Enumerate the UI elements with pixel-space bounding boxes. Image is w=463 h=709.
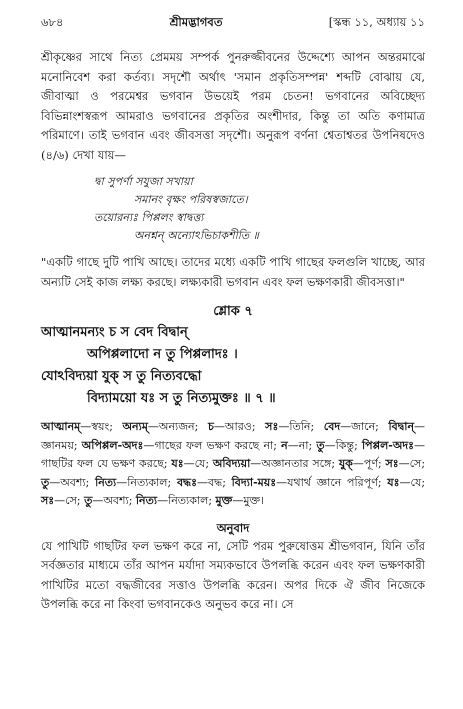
translation-title: অনুবাদ (216, 520, 250, 535)
synonym-word: যুক্ (338, 457, 353, 470)
verse-line: অনশ্নন্ অন্যোঽভিচাকশীতি ॥ (134, 229, 259, 242)
synonym-meaning: যে (194, 457, 206, 470)
synonym-meaning: জ্ঞানময় (41, 438, 74, 452)
sloka-line: যোঽবিদ্যয়া যুক্ স তু নিত্যবদ্ধো (41, 369, 202, 384)
synonym-meaning: অজ্ঞানতার সঙ্গে (261, 457, 332, 470)
synonym-meaning: কিন্তু (335, 438, 355, 452)
word-for-word-synonyms: আত্মানম্—স্বয়ং; অন্যম্—অন্যজন; চ—আরও; সঃ—তিনি; বেদ—জানে; বিদ্বান্—জ্ঞানময়; অপিপ্পল-অদঃ—গাছের ফল ভক্ষণ করছে না; ন—না; তু—কিন্তু; পিপ্পল-অদঃ—গাছটির ফল যে ভক্ষণ করছে; যঃ—যে; অবিদ্যয়া—অজ্ঞানতার সঙ্গে; যুক্—পূর্ণ; সঃ—সে; তু—অবশ্য; নিত্য—নিত্যকাল; বদ্ধঃ—বদ্ধ; বিদ্যা-ময়ঃ—যথার্থ জ্ঞানে পরিপূর্ণ; যঃ—যে; সঃ—সে; তু—অবশ্য; নিত্য—নিত্যকাল; মুক্ত—মুক্ত। (41, 420, 426, 507)
synonym-meaning: গাছটির ফল যে ভক্ষণ করছে (41, 457, 164, 470)
sloka-line: বিদ্যাময়ো যঃ স তু নিত্যমুক্তঃ ॥ ৭ ॥ (87, 391, 276, 406)
synonym-meaning: না (298, 438, 309, 452)
synonym-word: আত্মানম্ (41, 420, 81, 433)
synonym-word: নিত্য (135, 494, 158, 507)
synonym-meaning: সে (65, 494, 77, 507)
synonym-meaning: বদ্ধ (208, 475, 223, 489)
synonym-word: তু (316, 438, 325, 452)
synonym-word: তু (41, 475, 50, 489)
synonym-meaning: তিনি (289, 420, 311, 433)
translation-text: যে পাখিটি গাছটির ফল ভক্ষণ করে না, সেটি পরম পুরুষোত্তম শ্রীভগবান, যিনি তাঁর সর্বজ্ঞতার মাধ্যমে তাঁর আপন মর্যাদা সম্যকভাবে উপলব্ধি করেন এবং ফল ভক্ষণকারী পাখিটির মতো বদ্ধজীবের সত্তাও উপলব্ধি করেন। অপর দিকে ঐ জীব নিজেকে উপলব্ধি করে না কিংবা ভগবানকেও অনুভব করে না। সে (41, 538, 425, 611)
synonym-meaning: স্বয়ং (91, 420, 110, 433)
synonym-word: ন (281, 438, 288, 452)
chapter-reference: [স্কন্ধ ১১, অধ্যায় ১১ (328, 15, 425, 29)
page-number: ৬৮৪ (41, 15, 64, 29)
synonym-word: বিদ্যা-ময়ঃ (231, 475, 277, 489)
synonym-word: পিপ্পল-অদঃ (362, 438, 415, 452)
page-header (41, 14, 425, 34)
synonym-word: যঃ (171, 457, 184, 470)
book-title: শ্রীমদ্ভাগবত (169, 15, 223, 29)
synonym-meaning: পূর্ণ (363, 457, 378, 470)
synonym-word: অবিদ্যয়া (212, 457, 251, 470)
synonym-word: তু (84, 494, 93, 507)
sloka-text (41, 322, 425, 410)
synonym-word: সঃ (265, 420, 279, 433)
synonym-meaning: গাছের ফল ভক্ষণ করছে না (154, 438, 274, 452)
synonym-word: সঃ (41, 494, 55, 507)
synonym-word: বেদ (323, 420, 341, 433)
synonym-word: অপিপ্পল-অদঃ (81, 438, 144, 452)
synonym-word: যঃ (387, 475, 400, 489)
synonym-word: নিত্য (95, 475, 117, 489)
synonym-meaning: অন্যজন (158, 420, 195, 433)
verse-translation-quote: "একটি গাছে দুটি পাখি আছে। তাদের মধ্যে একটি পাখি গাছের ফলগুলি খাচ্ছে, আর অন্যটি সেই কাজ লক্ষ্য করছে। লক্ষ্যকারী ভগবান এবং ফল ভক্ষণকারী জীবসত্তা।" (41, 255, 425, 289)
sloka-title: শ্লোক ৭ (213, 304, 253, 319)
synonym-word: মুক্ত (215, 494, 233, 507)
sloka-line: আত্মানমন্যং চ স বেদ বিদ্বান্ (41, 325, 188, 340)
synonym-meaning: যে (410, 475, 422, 489)
synonym-meaning: মুক্ত। (243, 494, 265, 507)
synonym-meaning: জানে (351, 420, 376, 433)
synonym-word: অন্যম্ (122, 420, 148, 433)
synonym-meaning: নিত্যকাল (168, 494, 209, 507)
synonym-meaning: অবশ্য (103, 494, 129, 507)
verse-line: দ্বা সুপর্ণা সযুজা সখায়া (94, 175, 193, 188)
purport-paragraph: শ্রীকৃষ্ণের সাথে নিত্য প্রেমময় সম্পর্ক পুনরুজ্জীবনের উদ্দেশ্যে আপন অন্তরমাঝে মনোনিবেশ করা কর্তব্য। সদৃশৌ অর্থাৎ 'সমান প্রকৃতিসম্পন্ন' শব্দটি বোঝায় যে, জীবাত্মা ও পরমেশ্বর ভগবান উভয়েই পরম চেতন! ভগবানের অবিচ্ছেদ্য বিভিন্নাংশস্বরূপ আমরাও ভগবানের প্রকৃতির অংশীদার, কিন্তু তা অতি কণামাত্র পরিমাণে। তাই ভগবান এবং জীবসত্তা সদৃশৌ। অনুরূপ বর্ণনা শ্বেতাশ্বতর উপনিষদেও (৪/৬) দেখা যায়— (41, 50, 425, 162)
synonym-meaning: আরও (224, 420, 252, 433)
verse-line: তয়োরন্যঃ পিপ্পলং স্বাদ্বত্ত্য (94, 211, 204, 224)
synonym-word: চ (207, 420, 214, 433)
synonym-meaning: অবশ্য (60, 475, 86, 489)
synonym-word: বদ্ধঃ (176, 475, 197, 489)
synonym-meaning: নিত্যকাল (127, 475, 168, 489)
verse-line: সমানং বৃক্ষং পরিষস্বজাতে। (134, 193, 248, 206)
sloka-line: অপিপ্পলাদো ন তু পিপ্পলাদঃ । (87, 347, 238, 362)
synonym-meaning: যথার্থ জ্ঞানে পরিপূর্ণ (287, 475, 378, 489)
synonym-meaning: সে (409, 457, 422, 470)
synonym-word: সঃ (385, 457, 399, 470)
synonym-word: বিদ্বান্ (388, 420, 415, 433)
upanishad-verse (94, 173, 425, 245)
